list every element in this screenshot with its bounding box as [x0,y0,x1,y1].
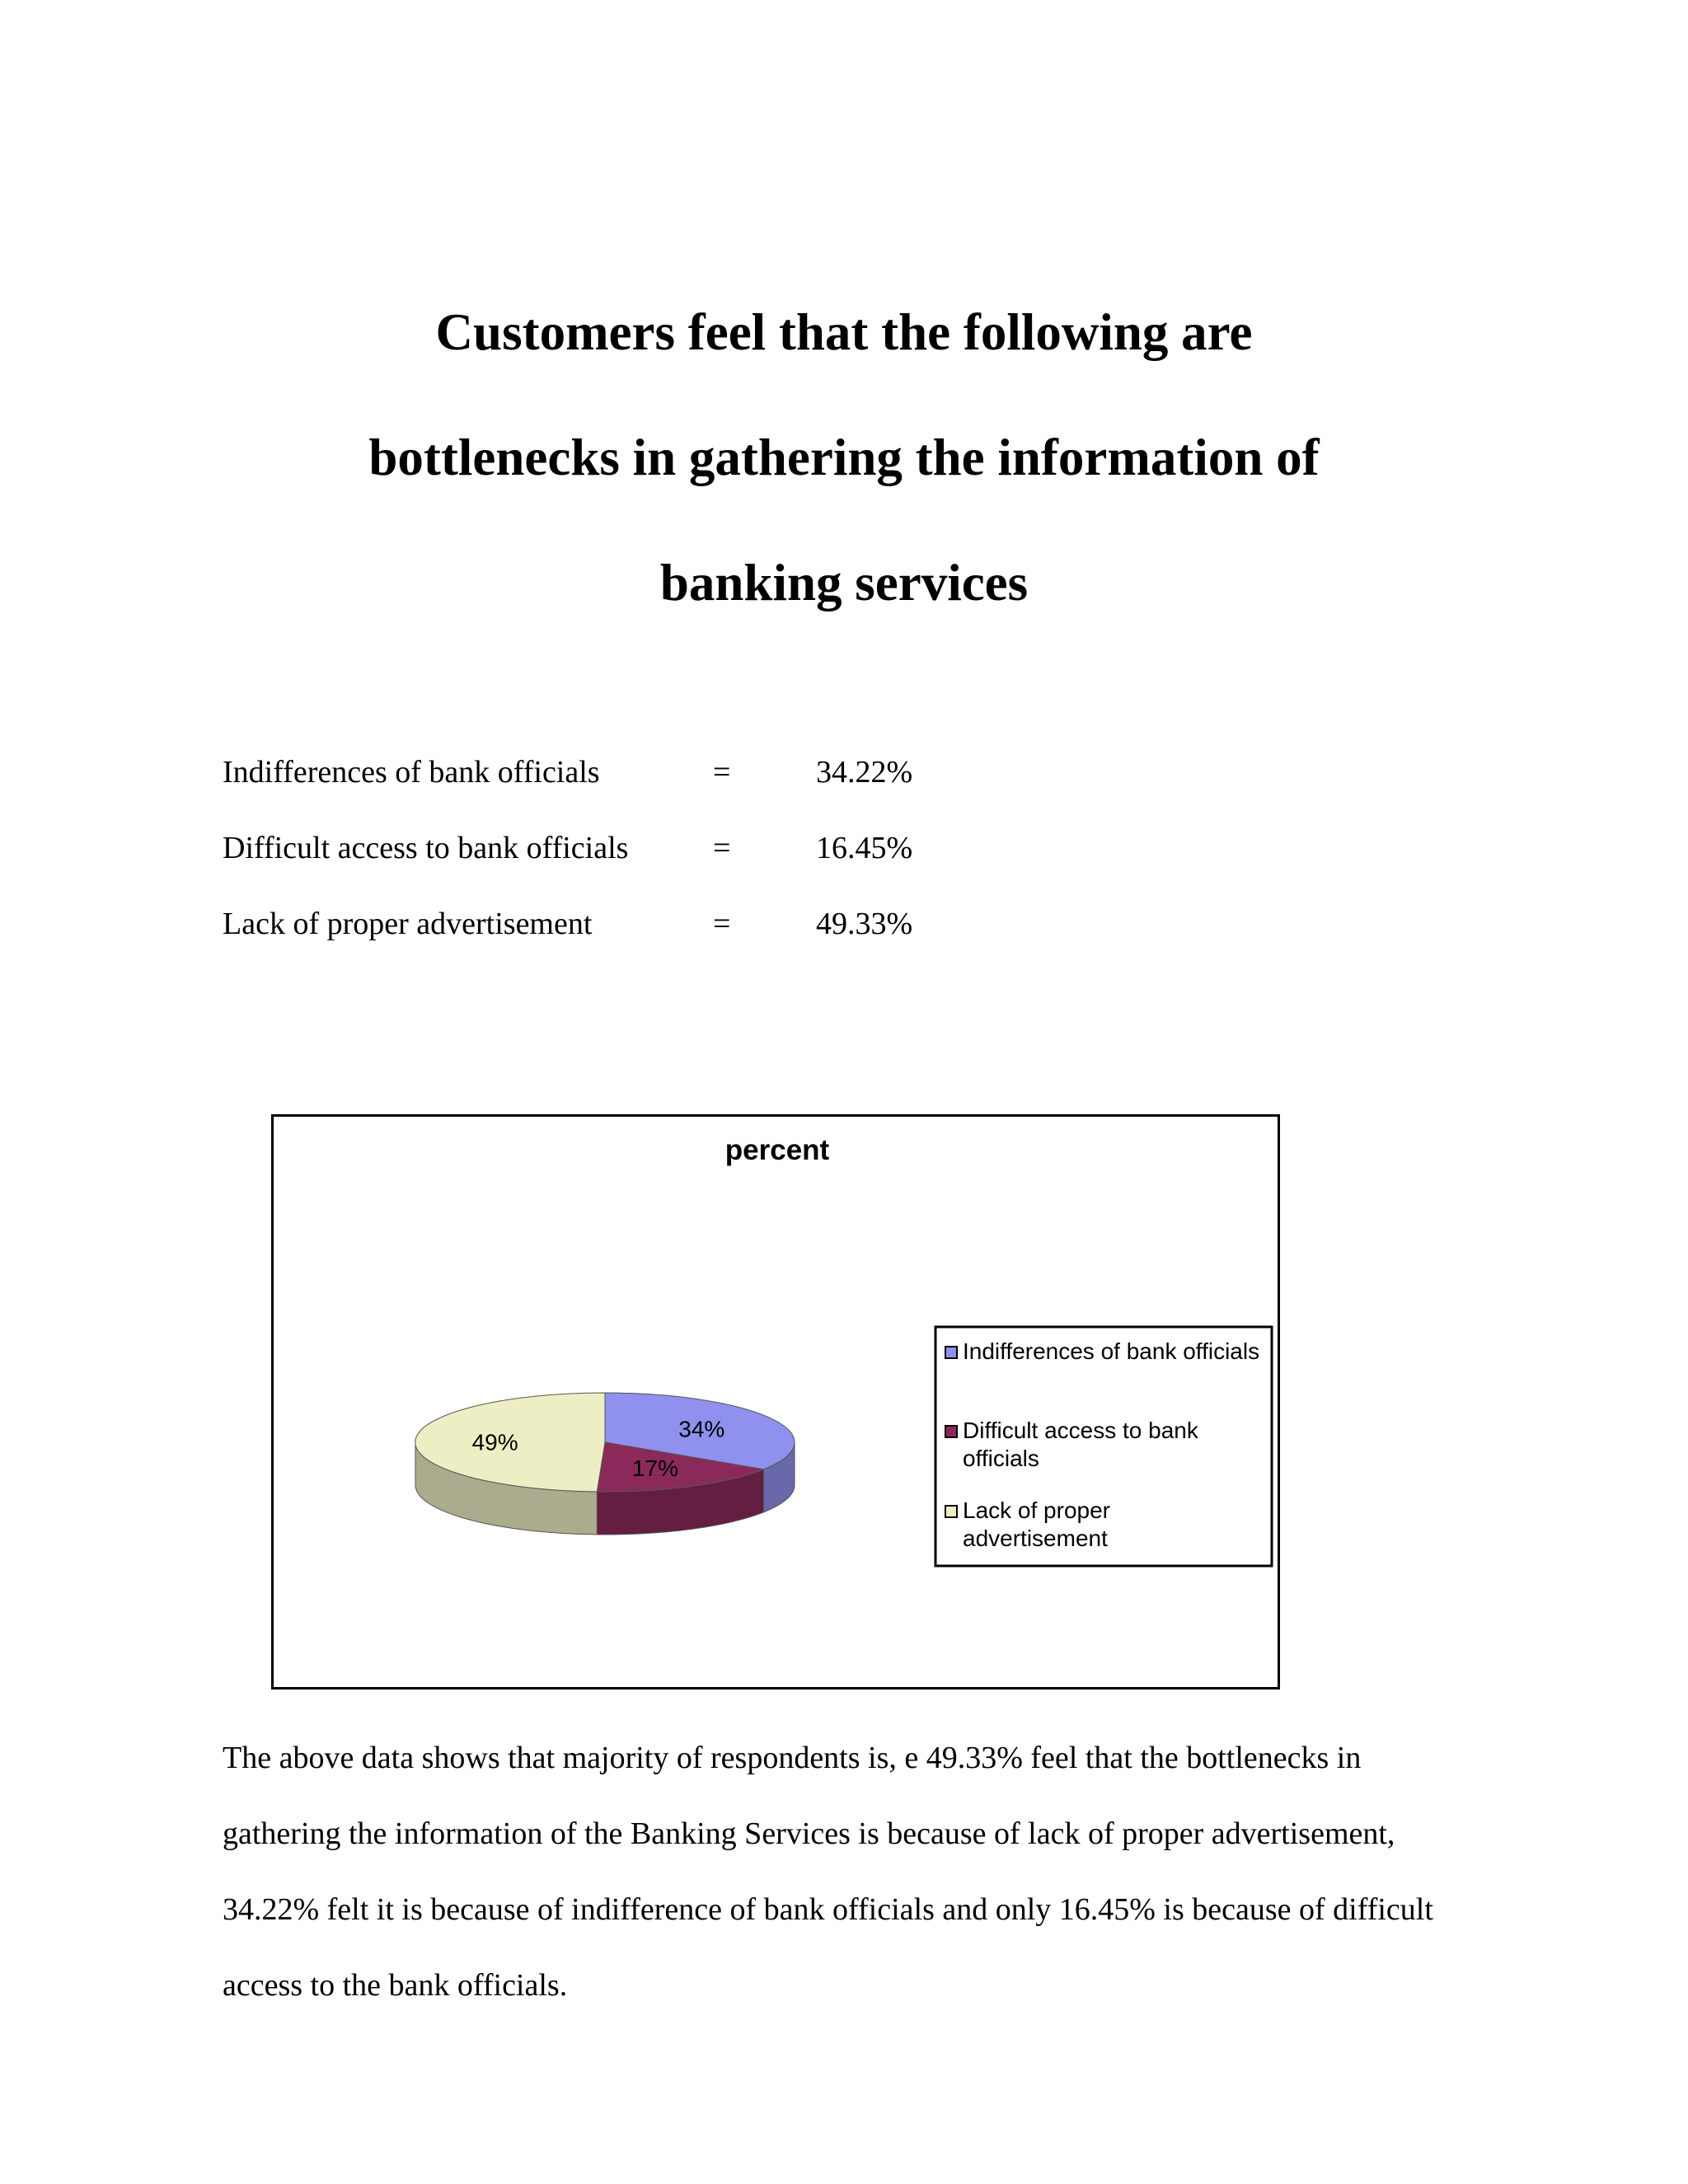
page-title-line-1: Customers feel that the following are [435,303,1253,361]
legend-entry-difficult-access-line2: officials [963,1446,1039,1471]
legend-swatch-advertisement [945,1506,957,1517]
chart-title: percent [724,1134,830,1166]
stat-row-indifference [223,752,964,793]
stat-equals: = [713,831,731,865]
stat-value: 34.22% [816,755,913,790]
page-title-line-3: banking services [659,554,1029,612]
pie-chart [274,1117,1278,1687]
pie-label-indifference: 34% [678,1416,725,1442]
legend-swatch-difficult-access [945,1426,957,1437]
stat-equals: = [713,907,731,941]
pie-label-advertisement: 49% [471,1429,518,1455]
pie-label-difficult-access: 17% [631,1455,679,1481]
summary-line-4: access to the bank officials. [223,1968,568,2003]
legend-swatch-indifference [945,1347,957,1358]
stat-value: 16.45% [816,831,913,865]
stat-value: 49.33% [816,907,913,941]
stat-row-difficult-access [223,827,964,869]
stat-label: Difficult access to bank officials [223,831,629,865]
summary-line-1: The above data shows that majority of respondents is, e 49.33% feel that the bottlenecks in [223,1741,1362,1775]
legend-entry-advertisement-line1: Lack of proper [963,1497,1110,1523]
summary-line-3: 34.22% felt it is because of indifference of bank officials and only 16.45% is because of difficult [223,1892,1433,1927]
stat-label: Lack of proper advertisement [223,907,593,941]
chart-legend [935,1327,1272,1566]
stat-label: Indifferences of bank officials [223,755,600,790]
legend-entry-advertisement-line2: advertisement [963,1526,1108,1551]
legend-entry-difficult-access-line1: Difficult access to bank [963,1418,1198,1443]
pie-group [415,1393,795,1535]
stat-row-advertisement [223,903,964,944]
legend-entry-indifference: Indifferences of bank officials [963,1338,1260,1364]
page-title-line-2: bottlenecks in gathering the information of [368,429,1320,486]
summary-line-2: gathering the information of the Banking Services is because of lack of proper advertisement, [223,1816,1395,1851]
pie-chart-frame [271,1114,1280,1690]
stat-equals: = [713,755,731,790]
